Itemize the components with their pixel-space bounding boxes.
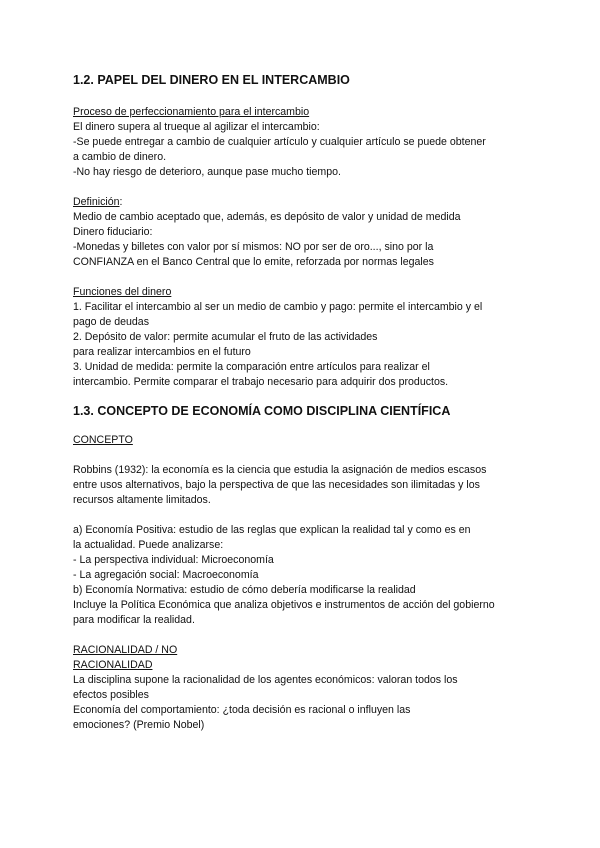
proceso-line: a cambio de dinero. xyxy=(73,151,167,163)
funciones-line: 1. Facilitar el intercambio al ser un medio de cambio y pago: permite el intercambio y el xyxy=(73,301,483,313)
robbins-line: entre usos alternativos, bajo la perspectiva de que las necesidades son ilimitadas y los xyxy=(73,479,480,491)
racionalidad-block xyxy=(73,643,543,733)
tipos-block xyxy=(73,523,543,628)
robbins-line: Robbins (1932): la economía es la ciencia que estudia la asignación de medios escasos xyxy=(73,464,487,476)
funciones-line: 3. Unidad de medida: permite la comparación entre artículos para realizar el xyxy=(73,361,430,373)
proceso-line: El dinero supera al trueque al agilizar el intercambio: xyxy=(73,121,320,133)
tipos-line: Incluye la Política Económica que analiza objetivos e instrumentos de acción del gobierno xyxy=(73,599,495,611)
funciones-line: 2. Depósito de valor: permite acumular el fruto de las actividades xyxy=(73,331,378,343)
funciones-line: pago de deudas xyxy=(73,316,149,328)
racionalidad-heading: RACIONALIDAD xyxy=(73,659,153,671)
robbins-block xyxy=(73,463,543,508)
definicion-line: -Monedas y billetes con valor por sí mismos: NO por ser de oro..., sino por la xyxy=(73,241,434,253)
tipos-line: a) Economía Positiva: estudio de las reglas que explican la realidad tal y como es en xyxy=(73,524,471,536)
tipos-line: - La perspectiva individual: Microeconomía xyxy=(73,554,274,566)
definicion-block xyxy=(73,195,543,270)
section-1-3-title: 1.3. CONCEPTO DE ECONOMÍA COMO DISCIPLINA CIENTÍFICA xyxy=(73,404,451,418)
concepto-block xyxy=(73,433,543,448)
tipos-line: para modificar la realidad. xyxy=(73,614,195,626)
definicion-line: Dinero fiduciario: xyxy=(73,226,153,238)
proceso-line: -No hay riesgo de deterioro, aunque pase mucho tiempo. xyxy=(73,166,341,178)
tipos-line: la actualidad. Puede analizarse: xyxy=(73,539,224,551)
proceso-heading: Proceso de perfeccionamiento para el intercambio xyxy=(73,106,310,118)
definicion-line: CONFIANZA en el Banco Central que lo emite, reforzada por normas legales xyxy=(73,256,434,268)
tipos-line: - La agregación social: Macroeconomía xyxy=(73,569,259,581)
robbins-line: recursos altamente limitados. xyxy=(73,494,211,506)
definicion-heading-colon: : xyxy=(119,196,123,208)
funciones-line: intercambio. Permite comparar el trabajo necesario para adquirir dos productos. xyxy=(73,376,449,388)
racionalidad-line: efectos posibles xyxy=(73,689,149,701)
proceso-block xyxy=(73,105,543,180)
section-1-2-title: 1.2. PAPEL DEL DINERO EN EL INTERCAMBIO xyxy=(73,73,350,87)
definicion-heading xyxy=(73,195,543,210)
definicion-line: Medio de cambio aceptado que, además, es depósito de valor y unidad de medida xyxy=(73,211,461,223)
funciones-heading: Funciones del dinero xyxy=(73,286,172,298)
document-page xyxy=(73,70,543,733)
tipos-line: b) Economía Normativa: estudio de cómo debería modificarse la realidad xyxy=(73,584,416,596)
racionalidad-line: Economía del comportamiento: ¿toda decisión es racional o influyen las xyxy=(73,704,411,716)
funciones-block xyxy=(73,285,543,390)
racionalidad-line: La disciplina supone la racionalidad de los agentes económicos: valoran todos los xyxy=(73,674,458,686)
racionalidad-heading: RACIONALIDAD / NO xyxy=(73,644,178,656)
racionalidad-line: emociones? (Premio Nobel) xyxy=(73,719,205,731)
concepto-heading: CONCEPTO xyxy=(73,434,133,446)
proceso-line: -Se puede entregar a cambio de cualquier artículo y cualquier artículo se puede obtener xyxy=(73,136,486,148)
funciones-line: para realizar intercambios en el futuro xyxy=(73,346,251,358)
definicion-heading-text: Definición xyxy=(73,196,120,208)
